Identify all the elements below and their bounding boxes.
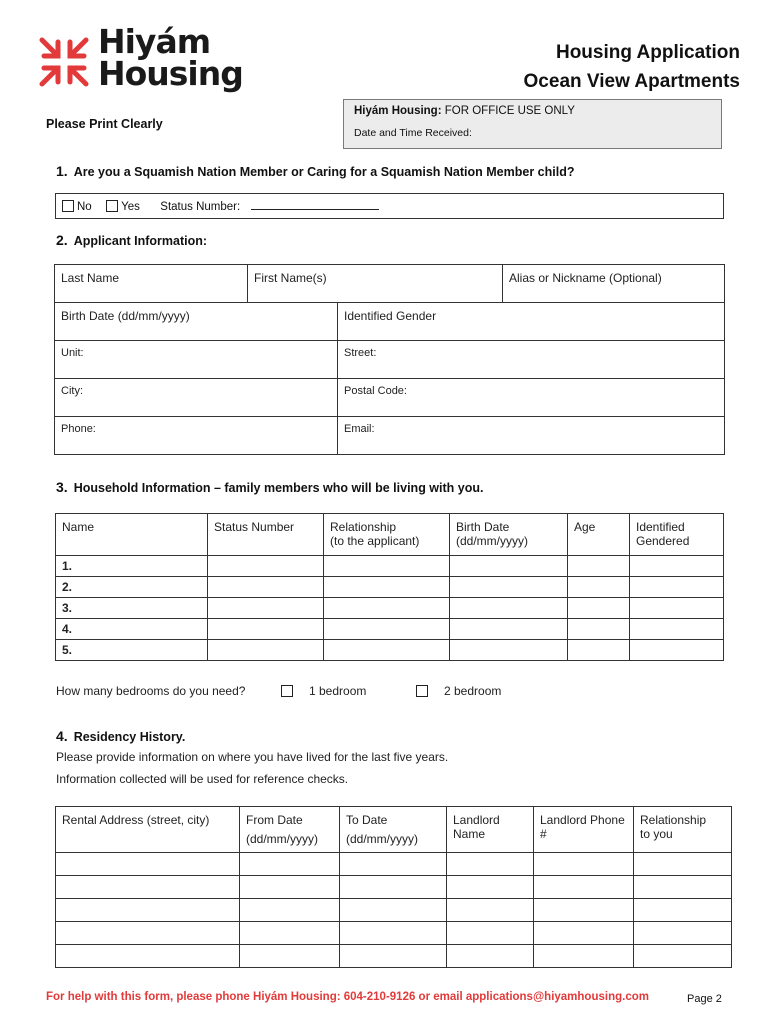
residency-instructions-2: Information collected will be used for reference checks. xyxy=(56,772,349,786)
residency-cell[interactable] xyxy=(240,899,340,922)
household-cell[interactable] xyxy=(568,598,630,619)
household-header-age xyxy=(568,514,630,556)
household-header-name-text: Name xyxy=(62,520,95,534)
residency-header-relationship xyxy=(634,807,732,853)
residency-cell[interactable] xyxy=(634,853,732,876)
page-number: Page 2 xyxy=(687,993,722,1005)
table-row xyxy=(56,577,724,598)
household-cell[interactable] xyxy=(630,598,724,619)
residency-cell[interactable] xyxy=(240,876,340,899)
household-cell[interactable] xyxy=(630,640,724,661)
logo-line-2: Housing xyxy=(98,54,243,93)
row-number: 3. xyxy=(62,601,73,615)
phone-label: Phone: xyxy=(61,423,96,435)
household-header-relationship-line1: Relationship xyxy=(330,520,397,534)
one-bedroom-label: 1 bedroom xyxy=(309,684,367,698)
household-cell[interactable] xyxy=(450,577,568,598)
unit-label: Unit: xyxy=(61,347,84,359)
alias-label: Alias or Nickname (Optional) xyxy=(509,271,662,285)
household-cell[interactable] xyxy=(324,598,450,619)
residency-cell[interactable] xyxy=(56,945,240,968)
residency-header-from-line2: (dd/mm/yyyy) xyxy=(246,832,318,846)
two-bedroom-label: 2 bedroom xyxy=(444,684,502,698)
household-header-birth-date xyxy=(450,514,568,556)
applicant-name-table xyxy=(54,264,725,303)
unit-field[interactable] xyxy=(55,341,338,379)
city-field[interactable] xyxy=(55,379,338,417)
residency-header-to xyxy=(340,807,447,853)
household-row-2-name[interactable] xyxy=(56,577,208,598)
gender-field[interactable] xyxy=(338,303,725,341)
yes-label: Yes xyxy=(121,201,140,213)
title-line-2: Ocean View Apartments xyxy=(523,71,740,92)
household-cell[interactable] xyxy=(630,577,724,598)
section-4-number: 4. xyxy=(56,728,68,744)
residency-cell[interactable] xyxy=(340,853,447,876)
household-cell[interactable] xyxy=(208,556,324,577)
table-row xyxy=(56,899,732,922)
hiyam-logo-mark-icon xyxy=(36,34,92,90)
residency-cell[interactable] xyxy=(56,899,240,922)
residency-header-landlord xyxy=(447,807,534,853)
household-cell[interactable] xyxy=(568,577,630,598)
residency-cell[interactable] xyxy=(534,876,634,899)
gender-label: Identified Gender xyxy=(344,309,437,323)
household-cell[interactable] xyxy=(568,619,630,640)
first-name-label: First Name(s) xyxy=(254,271,327,285)
row-number: 1. xyxy=(62,559,73,573)
residency-cell[interactable] xyxy=(534,899,634,922)
household-cell[interactable] xyxy=(324,619,450,640)
city-label: City: xyxy=(61,385,83,397)
residency-cell[interactable] xyxy=(634,876,732,899)
household-cell[interactable] xyxy=(630,619,724,640)
household-header-birth-line1: Birth Date xyxy=(456,520,510,534)
residency-cell[interactable] xyxy=(534,853,634,876)
alias-field[interactable] xyxy=(503,265,725,303)
household-header-status xyxy=(208,514,324,556)
residency-cell[interactable] xyxy=(56,853,240,876)
residency-instructions-1: Please provide information on where you have lived for the last five years. xyxy=(56,750,449,764)
birth-date-field[interactable] xyxy=(55,303,338,341)
title-line-1: Housing Application xyxy=(555,42,740,63)
table-row xyxy=(56,619,724,640)
residency-cell[interactable] xyxy=(240,853,340,876)
row-number: 2. xyxy=(62,580,73,594)
household-header-status-text: Status Number xyxy=(214,520,295,534)
row-number: 5. xyxy=(62,643,73,657)
residency-header-phone-line1: Landlord Phone xyxy=(540,813,625,827)
residency-cell[interactable] xyxy=(447,922,534,945)
residency-cell[interactable] xyxy=(340,945,447,968)
residency-cell[interactable] xyxy=(634,945,732,968)
section-4-title: Residency History. xyxy=(73,730,186,744)
phone-field[interactable] xyxy=(55,417,338,455)
office-note: FOR OFFICE USE ONLY xyxy=(444,105,575,117)
residency-cell[interactable] xyxy=(634,899,732,922)
section-1-number: 1. xyxy=(56,163,68,179)
print-clearly-note: Please Print Clearly xyxy=(46,117,163,131)
residency-cell[interactable] xyxy=(56,922,240,945)
residency-cell[interactable] xyxy=(447,899,534,922)
household-cell[interactable] xyxy=(324,640,450,661)
postal-code-field[interactable] xyxy=(338,379,725,417)
residency-header-phone-line2: # xyxy=(540,827,547,841)
residency-header-address-text: Rental Address (street, city) xyxy=(62,813,210,827)
household-cell[interactable] xyxy=(450,598,568,619)
postal-code-label: Postal Code: xyxy=(344,385,407,397)
residency-header-relationship-line2: to you xyxy=(640,827,673,841)
street-field[interactable] xyxy=(338,341,725,379)
office-label: Hiyám Housing: xyxy=(354,105,442,117)
residency-header-to-line1: To Date xyxy=(346,813,388,827)
household-header-relationship-line2: (to the applicant) xyxy=(330,534,420,548)
table-row xyxy=(56,853,732,876)
household-header-gender-line1: Identified xyxy=(636,520,685,534)
no-checkbox[interactable] xyxy=(62,200,74,212)
residency-header-from-line1: From Date xyxy=(246,813,303,827)
no-label: No xyxy=(77,201,92,213)
household-cell[interactable] xyxy=(568,556,630,577)
residency-cell[interactable] xyxy=(340,899,447,922)
table-row xyxy=(56,556,724,577)
household-cell[interactable] xyxy=(208,640,324,661)
residency-cell[interactable] xyxy=(340,876,447,899)
table-row xyxy=(56,922,732,945)
logo-wordmark xyxy=(98,22,243,93)
section-2-heading xyxy=(56,232,207,248)
page-title xyxy=(524,38,740,96)
household-row-3-name[interactable] xyxy=(56,598,208,619)
table-row xyxy=(56,945,732,968)
section-2-number: 2. xyxy=(56,232,68,248)
table-row xyxy=(56,598,724,619)
residency-header-landlord-line2: Name xyxy=(453,827,486,841)
table-row xyxy=(56,876,732,899)
household-table xyxy=(55,513,724,661)
street-label: Street: xyxy=(344,347,377,359)
section-4-heading xyxy=(56,728,185,744)
household-cell[interactable] xyxy=(450,619,568,640)
household-header-gender-line2: Gendered xyxy=(636,534,690,548)
section-2-title: Applicant Information: xyxy=(73,234,208,248)
household-cell[interactable] xyxy=(208,619,324,640)
residency-cell[interactable] xyxy=(56,876,240,899)
one-bedroom-checkbox[interactable] xyxy=(281,685,293,697)
household-row-5-name[interactable] xyxy=(56,640,208,661)
household-row-1-name[interactable] xyxy=(56,556,208,577)
household-cell[interactable] xyxy=(324,556,450,577)
bedrooms-question: How many bedrooms do you need? xyxy=(56,684,246,698)
household-cell[interactable] xyxy=(208,598,324,619)
applicant-details-table xyxy=(54,302,725,455)
help-footer: For help with this form, please phone Hiyám Housing: 604-210-9126 or email applications@hiyamhousing.com xyxy=(46,991,649,1003)
status-number-field[interactable] xyxy=(251,200,379,210)
office-use-box xyxy=(343,99,722,149)
household-header-relationship xyxy=(324,514,450,556)
section-3-number: 3. xyxy=(56,479,68,495)
household-header-gender xyxy=(630,514,724,556)
section-3-title: Household Information – family members who will be living with you. xyxy=(73,481,484,495)
household-header-age-text: Age xyxy=(574,520,596,534)
section-1-heading xyxy=(56,163,574,179)
first-name-field[interactable] xyxy=(248,265,503,303)
residency-table xyxy=(55,806,732,968)
section-3-heading xyxy=(56,479,483,495)
table-row xyxy=(56,640,724,661)
residency-cell[interactable] xyxy=(634,922,732,945)
last-name-field[interactable] xyxy=(55,265,248,303)
residency-header-to-line2: (dd/mm/yyyy) xyxy=(346,832,418,846)
residency-header-landlord-line1: Landlord xyxy=(453,813,500,827)
residency-cell[interactable] xyxy=(534,945,634,968)
household-cell[interactable] xyxy=(450,640,568,661)
residency-header-address xyxy=(56,807,240,853)
residency-cell[interactable] xyxy=(447,945,534,968)
household-cell[interactable] xyxy=(630,556,724,577)
household-cell[interactable] xyxy=(208,577,324,598)
status-number-label: Status Number: xyxy=(160,201,241,213)
email-field[interactable] xyxy=(338,417,725,455)
row-number: 4. xyxy=(62,622,73,636)
last-name-label: Last Name xyxy=(61,271,120,285)
residency-header-from xyxy=(240,807,340,853)
residency-cell[interactable] xyxy=(447,876,534,899)
residency-cell[interactable] xyxy=(340,922,447,945)
two-bedroom-checkbox[interactable] xyxy=(416,685,428,697)
birth-date-label: Birth Date (dd/mm/yyyy) xyxy=(61,309,190,323)
residency-header-phone xyxy=(534,807,634,853)
residency-cell[interactable] xyxy=(240,945,340,968)
logo-line-1: Hiyám xyxy=(98,22,211,61)
yes-checkbox[interactable] xyxy=(106,200,118,212)
household-cell[interactable] xyxy=(450,556,568,577)
household-header-name xyxy=(56,514,208,556)
household-cell[interactable] xyxy=(568,640,630,661)
residency-cell[interactable] xyxy=(534,922,634,945)
date-time-received: Date and Time Received: xyxy=(354,127,472,139)
household-row-4-name[interactable] xyxy=(56,619,208,640)
household-header-birth-line2: (dd/mm/yyyy) xyxy=(456,534,528,548)
residency-header-relationship-line1: Relationship xyxy=(640,813,707,827)
section-1-title: Are you a Squamish Nation Member or Caring for a Squamish Nation Member child? xyxy=(73,165,575,179)
residency-cell[interactable] xyxy=(447,853,534,876)
residency-cell[interactable] xyxy=(240,922,340,945)
household-cell[interactable] xyxy=(324,577,450,598)
email-label: Email: xyxy=(344,423,375,435)
squamish-member-box xyxy=(55,193,724,219)
